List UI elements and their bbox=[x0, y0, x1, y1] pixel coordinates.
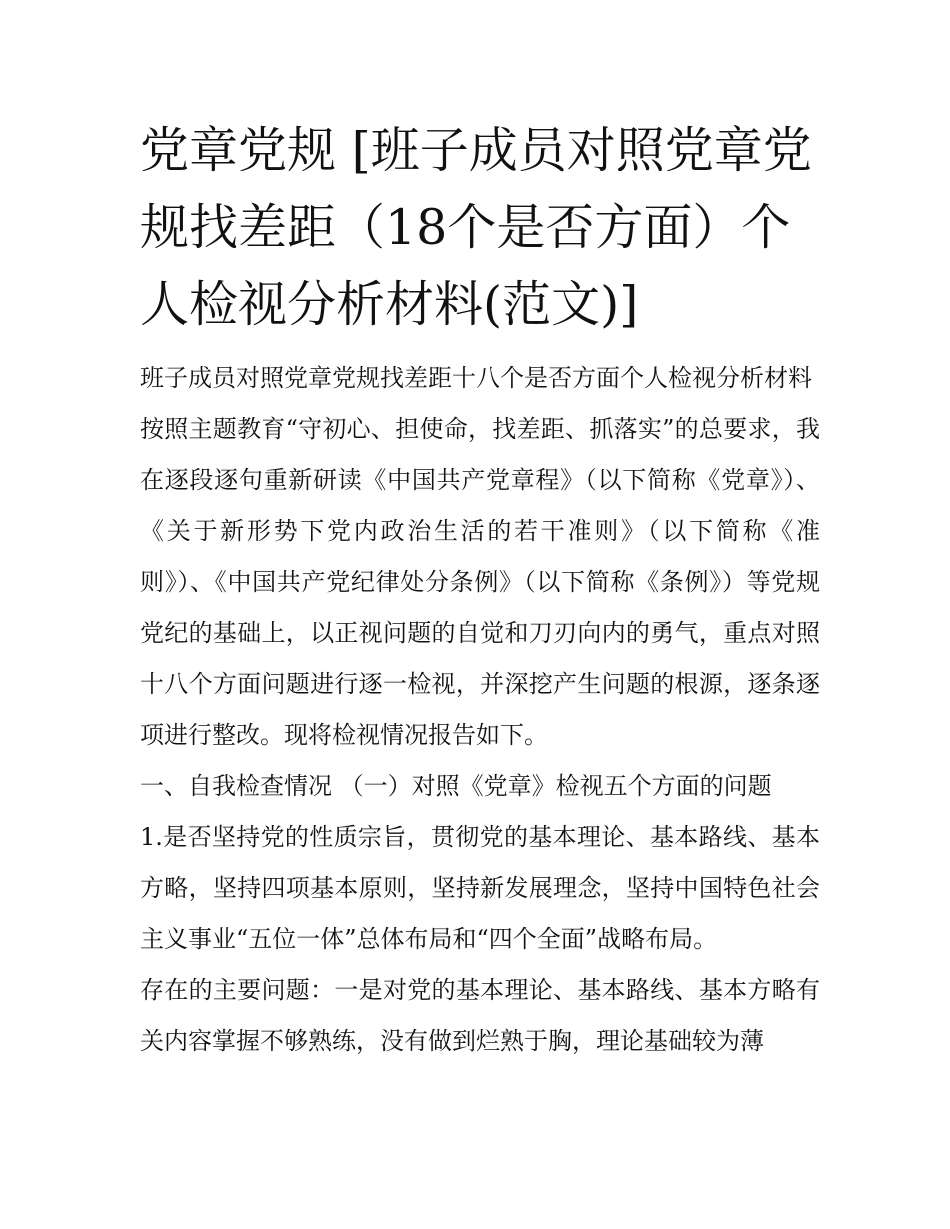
document-page bbox=[140, 112, 820, 1067]
section-heading: 一、自我检查情况 （一）对照《党章》检视五个方面的问题 bbox=[140, 772, 772, 800]
problems-paragraph: 存在的主要问题：一是对党的基本理论、基本路线、基本方略有关内容掌握不够熟练，没有做到烂熟于胸，理论基础较为薄 bbox=[140, 976, 820, 1055]
document-subtitle: 班子成员对照党章党规找差距十八个是否方面个人检视分析材料 bbox=[140, 364, 812, 392]
intro-paragraph: 按照主题教育“守初心、担使命，找差距、抓落实”的总要求，我在逐段逐句重新研读《中国共产党章程》（以下简称《党章》）、《关于新形势下党内政治生活的若干准则》（以下简称《准则》）、《中国共产党纪律处分条例》（以下简称《条例》）等党规党纪的基础上，以正视问题的自觉和刀刃向内的勇气，重点对照十八个方面问题进行逐一检视，并深挖产生问题的根源，逐条逐项进行整改。现将检视情况报告如下。 bbox=[140, 415, 820, 749]
document-title: 党章党规 [班子成员对照党章党规找差距（18个是否方面）个人检视分析材料(范文)] bbox=[140, 122, 812, 333]
item-1-paragraph: 1.是否坚持党的性质宗旨，贯彻党的基本理论、基本路线、基本方略，坚持四项基本原则，坚持新发展理念，坚持中国特色社会主义事业“五位一体”总体布局和“四个全面”战略布局。 bbox=[140, 823, 820, 953]
